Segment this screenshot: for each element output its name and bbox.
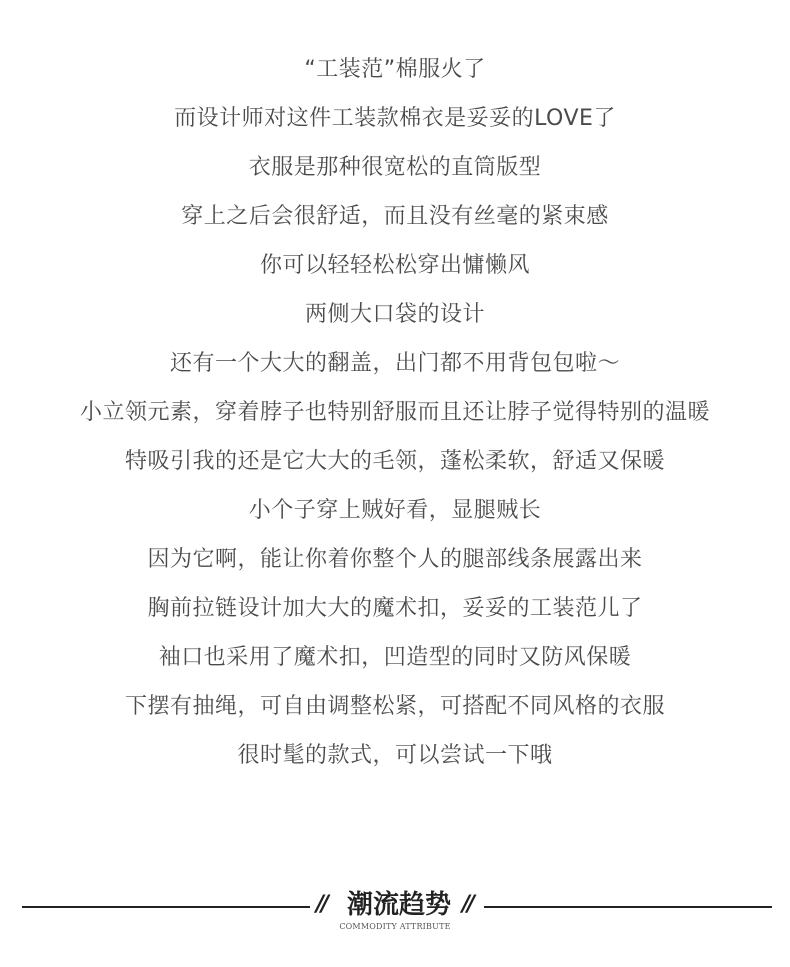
description-line: 衣服是那种很宽松的直筒版型 (248, 155, 542, 180)
section-subtitle: COMMODITY ATTRIBUTE (339, 922, 451, 931)
description-line: 小立领元素，穿着脖子也特别舒服而且还让脖子觉得特别的温暖 (79, 400, 710, 425)
description-line: 特吸引我的还是它大大的毛领，蓬松柔软，舒适又保暖 (124, 449, 665, 474)
description-line: 因为它啊，能让你着你整个人的腿部线条展露出来 (147, 547, 643, 572)
description-line: 胸前拉链设计加大大的魔术扣，妥妥的工装范儿了 (147, 596, 643, 621)
section-header (0, 880, 790, 950)
description-line: 小个子穿上贼好看，显腿贼长 (248, 498, 542, 523)
divider-line-right (484, 906, 772, 908)
description-line: 袖口也采用了魔术扣，凹造型的同时又防风保暖 (158, 645, 632, 670)
section-title: 潮流趋势 (346, 890, 451, 920)
description-line: 下摆有抽绳，可自由调整松紧，可搭配不同风格的衣服 (124, 694, 665, 719)
slash-decoration-left: // (316, 892, 327, 917)
description-line: 很时髦的款式，可以尝试一下哦 (237, 743, 553, 768)
description-line: 还有一个大大的翻盖，出门都不用背包包啦～ (169, 351, 620, 376)
description-line: 两侧大口袋的设计 (304, 302, 485, 327)
description-line: 而设计师对这件工装款棉衣是妥妥的LOVE了 (174, 106, 616, 131)
description-text-block (0, 52, 790, 787)
description-line: 穿上之后会很舒适，而且没有丝毫的紧束感 (181, 204, 609, 229)
slash-decoration-right: // (462, 892, 473, 917)
description-line: “工装范”棉服火了 (304, 57, 486, 82)
divider-line-left (22, 906, 310, 908)
description-line: 你可以轻轻松松穿出慵懒风 (259, 253, 530, 278)
